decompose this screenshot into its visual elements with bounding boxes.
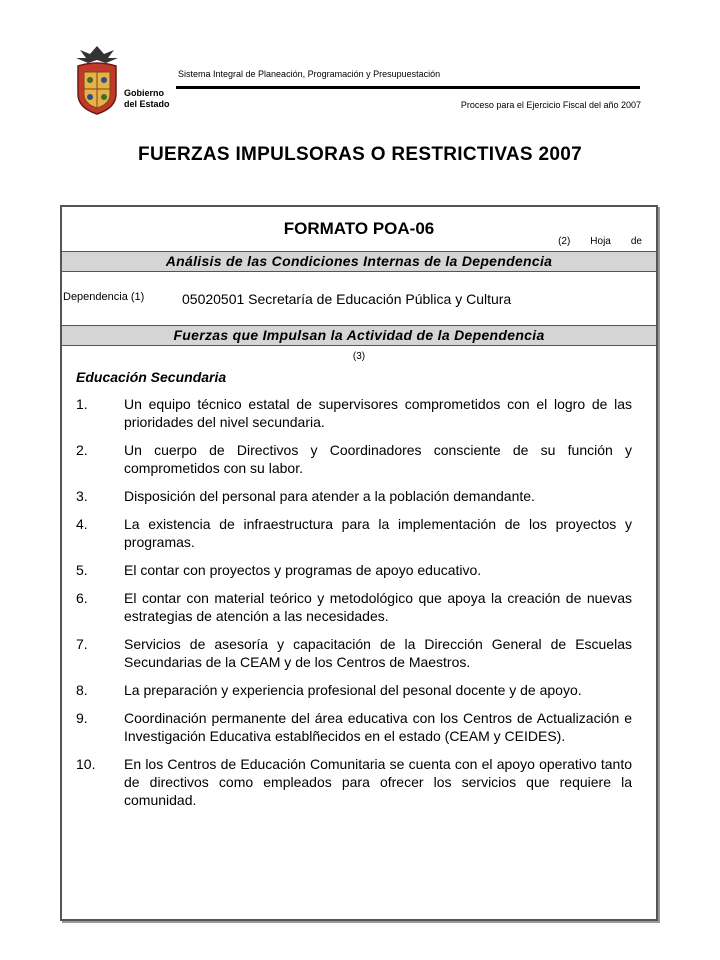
government-name: Gobierno del Estado <box>124 88 170 109</box>
item-text: El contar con material teórico y metodológico que apoya la creación de nuevas estrategias de atención a las necesidades. <box>124 590 632 624</box>
item-number: 3. <box>76 488 88 504</box>
list-item <box>76 441 632 477</box>
item-number: 6. <box>76 590 88 606</box>
document-title: FUERZAS IMPULSORAS O RESTRICTIVAS 2007 <box>138 144 582 165</box>
item-text: Coordinación permanente del área educativa con los Centros de Actualización e Investigación Educativa establñecidos en el estado (CEAM y CEIDES). <box>124 710 632 744</box>
item-number: 10. <box>76 756 96 772</box>
list-item <box>76 755 632 809</box>
poa-form <box>60 205 658 921</box>
item-text: El contar con proyectos y programas de apoyo educativo. <box>124 562 482 578</box>
item-number: 5. <box>76 562 88 578</box>
list-item <box>76 709 632 745</box>
list-item <box>76 635 632 671</box>
list-item <box>76 515 632 551</box>
page-label: Hoja <box>590 236 611 247</box>
list-item <box>76 589 632 625</box>
item-number: 9. <box>76 710 88 726</box>
item-text: La existencia de infraestructura para la implementación de los proyectos y programas. <box>124 516 632 550</box>
item-number: 8. <box>76 682 88 698</box>
item-number: 7. <box>76 636 88 652</box>
item-number: 2. <box>76 442 88 458</box>
item-text: La preparación y experiencia profesional del pesonal docente y de apoyo. <box>124 682 582 698</box>
page-of-label: de <box>630 236 642 247</box>
format-title: FORMATO POA-06 <box>283 219 435 238</box>
list-item <box>76 487 632 505</box>
system-title: Sistema Integral de Planeación, Programación y Presupuestación <box>178 69 441 79</box>
item-text: Servicios de asesoría y capacitación de la Dirección General de Escuelas Secundarias de la CEAM y de los Centros de Maestros. <box>124 636 632 670</box>
dependency-value: 05020501 Secretaría de Educación Pública y Cultura <box>182 291 512 307</box>
item-number: 1. <box>76 396 88 412</box>
page-ref-number: (2) <box>558 236 571 247</box>
list-item <box>76 681 632 699</box>
item-text: Un cuerpo de Directivos y Coordinadores consciente de su función y comprometidos con su labor. <box>124 442 632 476</box>
item-text: Disposición del personal para atender a la población demandante. <box>124 488 535 504</box>
field-reference-3: (3) <box>352 351 366 362</box>
forces-list <box>76 395 632 819</box>
section-header-forces: Fuerzas que Impulsan la Actividad de la Dependencia <box>62 325 656 346</box>
section-header-analysis: Análisis de las Condiciones Internas de la Dependencia <box>62 251 656 272</box>
fiscal-process-label: Proceso para el Ejercicio Fiscal del año 2007 <box>460 100 641 110</box>
state-coat-of-arms-logo <box>72 44 122 116</box>
header-rule <box>176 86 640 89</box>
item-text: En los Centros de Educación Comunitaria se cuenta con el apoyo operativo tanto de directivos como empleados para ofrecer los servicios que requiere la comunidad. <box>124 756 632 808</box>
list-item <box>76 395 632 431</box>
list-item <box>76 561 632 579</box>
item-number: 4. <box>76 516 88 532</box>
dependency-label: Dependencia (1) <box>63 291 145 303</box>
item-text: Un equipo técnico estatal de supervisores comprometidos con el logro de las prioridades del nivel secundaria. <box>124 396 632 430</box>
subsection-title: Educación Secundaria <box>76 369 227 385</box>
page-reference <box>558 236 642 247</box>
